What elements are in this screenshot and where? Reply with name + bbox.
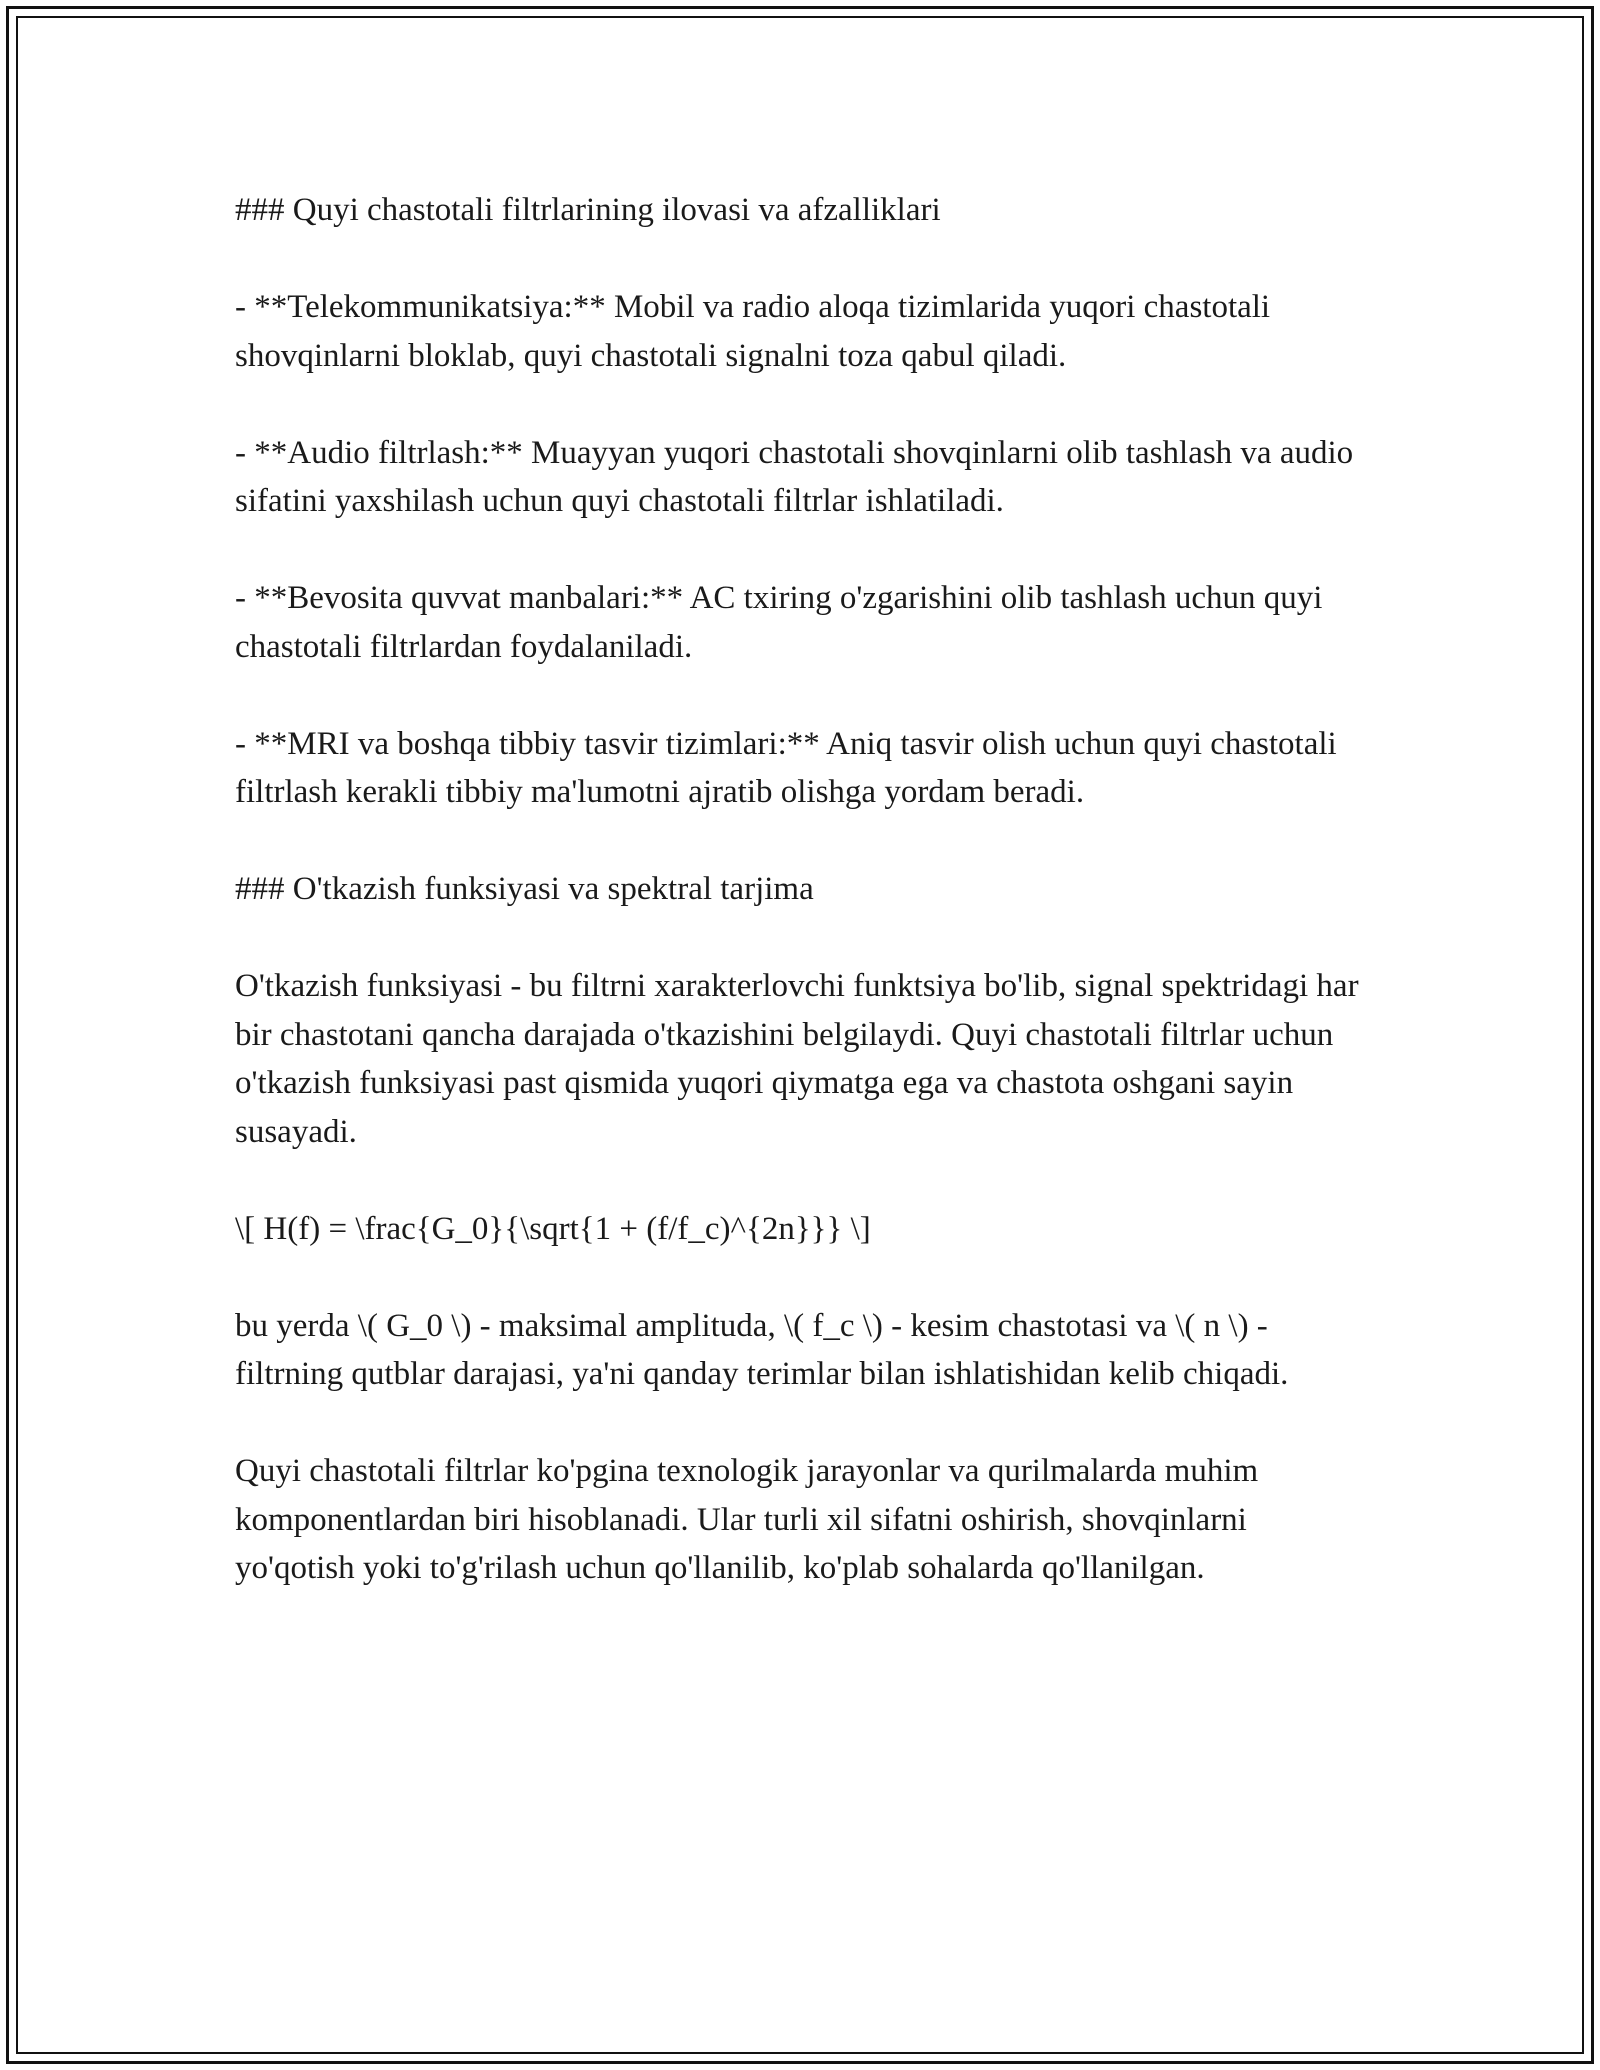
equation-transfer-function: \[ H(f) = \frac{G_0}{\sqrt{1 + (f/f_c)^{2n}}} \] [235, 1210, 871, 1247]
paragraph-conclusion: Quyi chastotali filtrlar ko'pgina texnologik jarayonlar va qurilmalarda muhim komponentlardan biri hisoblanadi. Ular turli xil sifatni oshirish, shovqinlarni yo'qotish yoki to'g'rilash uchun qo'llanilib, ko'plab sohalarda qo'llanilgan. [235, 1453, 1259, 1586]
document-body [235, 186, 1370, 1641]
list-item-telecommunications: - **Telekommunikatsiya:** Mobil va radio aloqa tizimlarida yuqori chastotali shovqinlarni bloklab, quyi chastotali signalni toza qabul qiladi. [235, 289, 1271, 374]
list-item-medical-imaging: - **MRI va boshqa tibbiy tasvir tizimlari:** Aniq tasvir olish uchun quyi chastotali filtrlash kerakli tibbiy ma'lumotni ajratib olishga yordam beradi. [235, 725, 1337, 810]
paragraph-variable-definitions: bu yerda \( G_0 \) - maksimal amplituda, \( f_c \) - kesim chastotasi va \( n \) - filtrning qutblar darajasi, ya'ni qanday terimlar bilan ishlatishidan kelib chiqadi. [235, 1307, 1289, 1392]
section-heading-applications: ### Quyi chastotali filtrlarining ilovasi va afzalliklari [235, 192, 941, 228]
section-heading-transfer-function: ### O'tkazish funksiyasi va spektral tarjima [235, 871, 814, 907]
paragraph-transfer-function: O'tkazish funksiyasi - bu filtrni xarakterlovchi funktsiya bo'lib, signal spektridagi har bir chastotani qancha darajada o'tkazishini belgilaydi. Quyi chastotali filtrlar uchun o'tkazish funksiyasi past qismida yuqori qiymatga ega va chastota oshgani sayin susayadi. [235, 968, 1359, 1150]
list-item-power-supplies: - **Bevosita quvvat manbalari:** AC txiring o'zgarishini olib tashlash uchun quyi chastotali filtrlardan foydalaniladi. [235, 580, 1323, 665]
list-item-audio-filtering: - **Audio filtrlash:** Muayyan yuqori chastotali shovqinlarni olib tashlash va audio sifatini yaxshilash uchun quyi chastotali filtrlar ishlatiladi. [235, 434, 1354, 519]
